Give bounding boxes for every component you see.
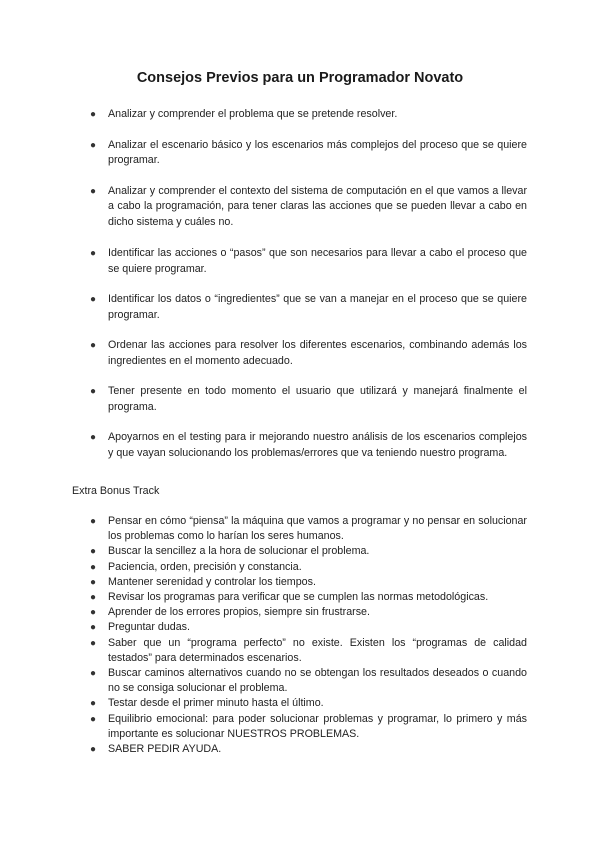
list-item: [90, 544, 527, 559]
list-item: [90, 666, 527, 696]
bullet-icon: ●: [90, 185, 97, 197]
list-item-text: SABER PEDIR AYUDA.: [108, 743, 222, 756]
list-item: [90, 696, 527, 711]
bullet-icon: ●: [90, 516, 97, 527]
list-item: [90, 246, 527, 277]
list-item-text: Analizar y comprender el problema que se pretende resolver.: [108, 108, 398, 120]
list-item-text: Identificar las acciones o “pasos” que son necesarios para llevar a cabo el proceso que se quiere programar.: [108, 247, 527, 275]
bullet-icon: ●: [90, 386, 97, 397]
list-item-text: Buscar la sencillez a la hora de solucionar el problema.: [108, 545, 370, 558]
bullet-icon: ●: [90, 607, 97, 619]
list-item-text: Identificar los datos o “ingredientes” que se van a manejar en el proceso que se quiere programar.: [108, 293, 527, 321]
list-item-text: Paciencia, orden, precisión y constancia.: [108, 560, 302, 573]
bullet-icon: ●: [90, 622, 97, 634]
list-item-text: Equilibrio emocional: para poder solucionar problemas y programar, lo primero y más importante es solucionar NUESTROS PROBLEMAS.: [108, 712, 527, 740]
list-item-text: Mantener serenidad y controlar los tiempos.: [108, 575, 316, 588]
list-item: [90, 107, 527, 123]
page-title: Consejos Previos para un Programador Novato: [136, 70, 464, 86]
list-item-text: Aprender de los errores propios, siempre sin frustrarse.: [108, 606, 370, 619]
list-item: [90, 338, 527, 369]
list-item-text: Tener presente en todo momento el usuario que utilizará y manejará finalmente el programa.: [108, 385, 527, 413]
bullet-icon: ●: [90, 637, 97, 649]
bullet-icon: ●: [90, 248, 97, 259]
bullet-icon: ●: [90, 576, 97, 588]
list-item: [90, 292, 527, 323]
list-item-text: Testar desde el primer minuto hasta el último.: [108, 697, 324, 710]
list-item-text: Revisar los programas para verificar que se cumplen las normas metodológicas.: [108, 591, 489, 604]
bullet-icon: ●: [90, 561, 97, 573]
extra-section-title: Extra Bonus Track: [72, 485, 160, 497]
bullet-icon: ●: [90, 744, 97, 756]
bullet-icon: ●: [90, 139, 97, 151]
list-item-text: Ordenar las acciones para resolver los diferentes escenarios, combinando además los ingredientes en el momento adecuado.: [108, 339, 527, 367]
list-item: [90, 560, 527, 575]
bullet-icon: ●: [90, 432, 97, 443]
list-item: [90, 514, 527, 544]
list-item: [90, 620, 527, 635]
extra-bullet-list: [90, 514, 527, 757]
list-item: [90, 184, 527, 231]
list-item: [90, 430, 527, 461]
list-item: [90, 384, 527, 415]
list-item-text: Saber que un “programa perfecto” no existe. Existen los “programas de calidad testados” para determinados escenarios.: [108, 636, 527, 664]
list-item: [90, 605, 527, 620]
bullet-icon: ●: [90, 546, 97, 558]
bullet-icon: ●: [90, 109, 97, 120]
bullet-icon: ●: [90, 294, 97, 305]
list-item: [90, 138, 527, 169]
list-item: [90, 712, 527, 742]
list-item-text: Pensar en cómo “piensa” la máquina que vamos a programar y no pensar en solucionar los problemas como lo harían los seres humanos.: [108, 515, 527, 543]
bullet-icon: ●: [90, 713, 97, 725]
bullet-icon: ●: [90, 592, 97, 604]
list-item: [90, 575, 527, 590]
list-item-text: Buscar caminos alternativos cuando no se obtengan los resultados deseados o cuando no se consiga solucionar el problema.: [108, 667, 527, 695]
list-item: [90, 636, 527, 666]
list-item: [90, 590, 527, 605]
list-item-text: Analizar el escenario básico y los escenarios más complejos del proceso que se quiere programar.: [108, 138, 527, 166]
bullet-icon: ●: [90, 668, 97, 680]
list-item-text: Preguntar dudas.: [108, 621, 190, 634]
list-item: [90, 742, 527, 757]
list-item-text: Apoyarnos en el testing para ir mejorando nuestro análisis de los escenarios complejos y que vayan solucionando los problemas/errores que va teniendo nuestro programa.: [108, 431, 527, 459]
bullet-icon: ●: [90, 698, 97, 710]
bullet-icon: ●: [90, 340, 97, 351]
main-bullet-list: [90, 107, 527, 476]
list-item-text: Analizar y comprender el contexto del sistema de computación en el que vamos a llevar a cabo la programación, para tener claras las acciones que se pueden llevar a cabo en dicho sistema y cuáles no.: [108, 184, 527, 228]
